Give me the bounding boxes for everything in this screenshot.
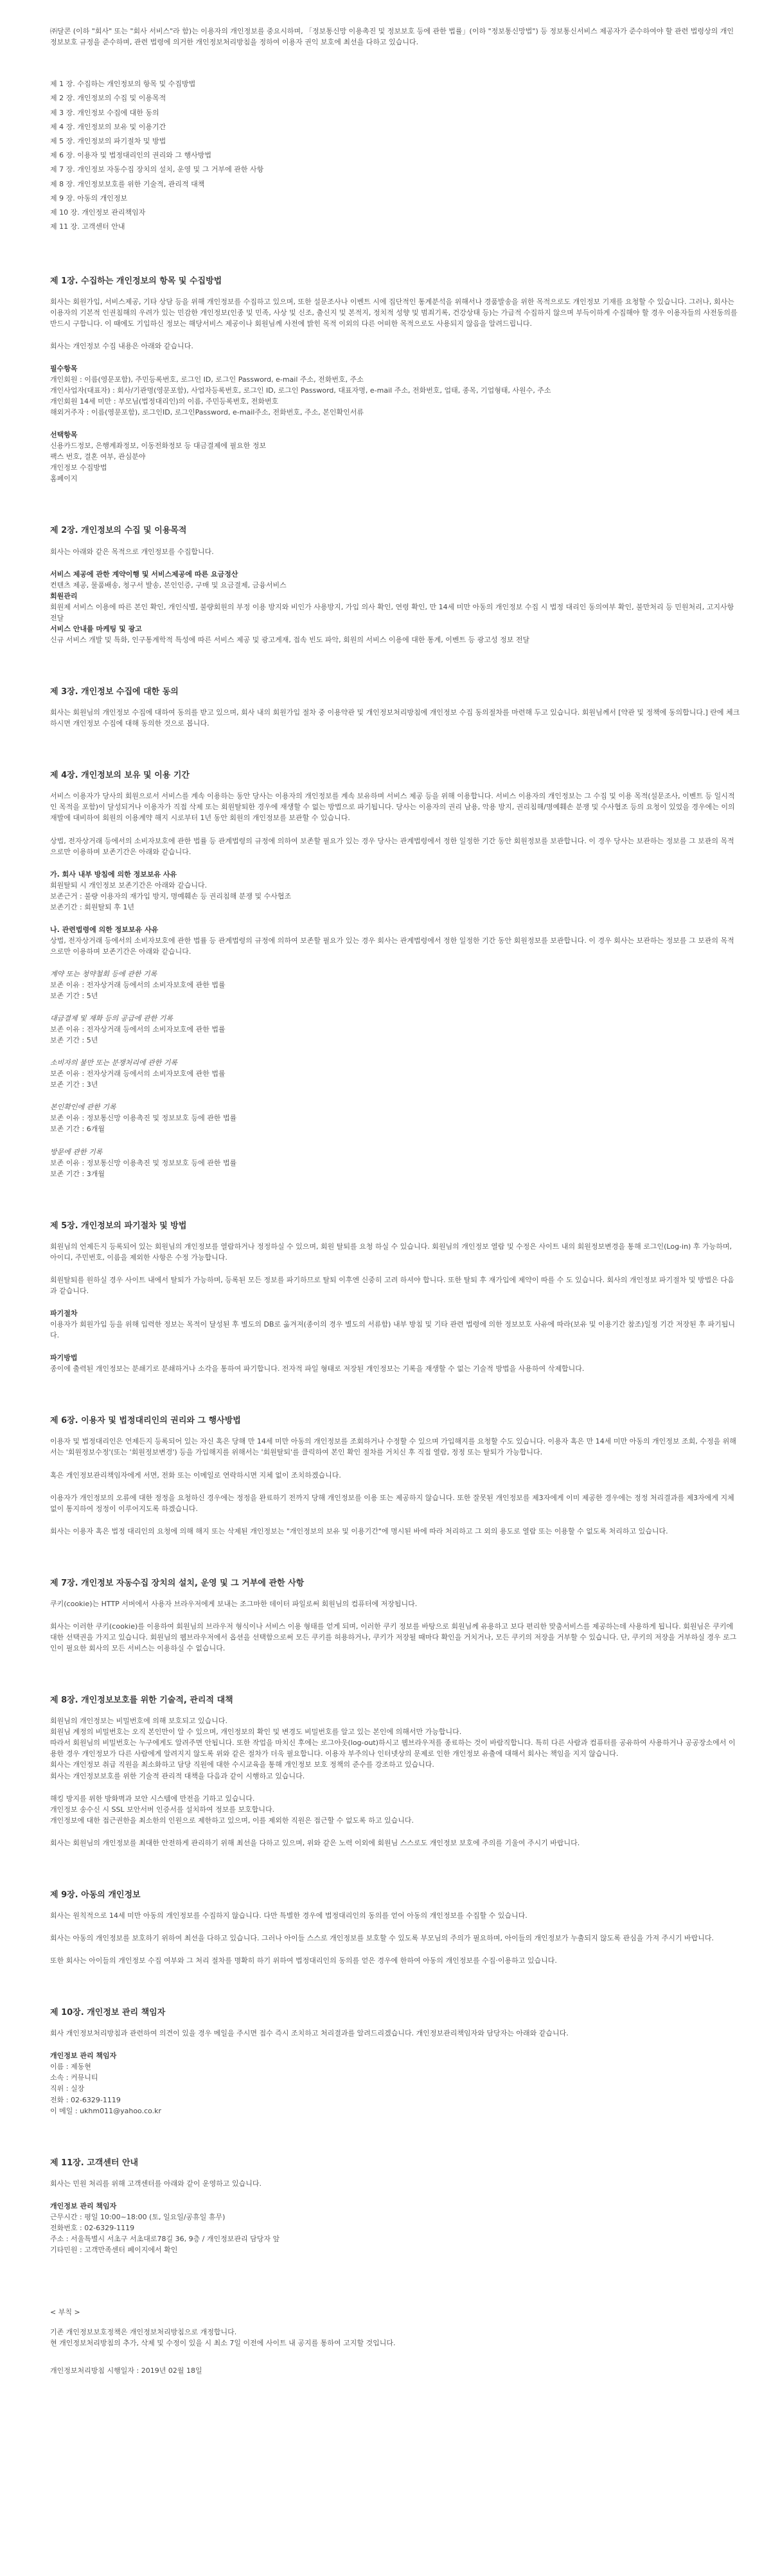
paragraph-line: 회사는 원칙적으로 14세 미만 아동의 개인정보를 수집하지 않습니다. 다만 특별한 경우에 법정대리인의 동의를 얻어 아동의 개인정보를 수집할 수 있습니다. <box>50 1911 527 1920</box>
article-block <box>50 569 741 645</box>
table-of-contents <box>50 77 745 234</box>
paragraph-line: 팩스 번호, 결혼 여부, 관심분야 <box>50 452 146 461</box>
effective-date: 개인정보처리방침 시행일자 : 2019년 02월 18일 <box>50 2366 202 2375</box>
subheading: 개인정보 관리 책임자 <box>50 2052 117 2061</box>
article-block <box>50 1598 741 1609</box>
subheading: 서비스 제공에 관한 계약이행 및 서비스제공에 따른 요금정산 <box>50 569 238 578</box>
article-title: 제 4장. 개인정보의 보유 및 이용 기간 <box>50 771 190 781</box>
annex-line: 기존 개인정보보호정책은 개인정보처리방침으로 개정합니다. <box>50 2328 237 2337</box>
subheading: 회원관리 <box>50 591 78 600</box>
article-block <box>50 546 741 557</box>
article-2 <box>50 525 745 645</box>
toc-item <box>50 148 745 163</box>
paragraph-line: 기타민원 : 고객만족센터 페이지에서 확인 <box>50 2246 178 2255</box>
article-10 <box>50 2007 745 2116</box>
article-block <box>50 1621 741 1654</box>
article-5 <box>50 1221 745 1375</box>
paragraph-line: 개인정보 수집방법 <box>50 463 107 472</box>
article-9 <box>50 1890 745 1966</box>
paragraph-line: 회사 개인정보처리방침과 관련하여 의견이 있을 경우 메일을 주시면 접수 즉시 조치하고 처리결과를 알려드리겠습니다. 개인정보관리책임자와 담당자는 아래와 같습니다. <box>50 2029 569 2038</box>
paragraph-line: 회원님의 개인정보는 비밀번호에 의해 보호되고 있습니다. <box>50 1717 228 1726</box>
annex-line: 현 개인정보처리방침의 추가, 삭제 및 수정이 있을 시 최소 7일 이전에 사이트 내 공지를 통하여 고지할 것입니다. <box>50 2339 396 2348</box>
paragraph-line: 개인회원 : 이름(영문포함), 주민등록번호, 로그인 ID, 로그인 Password, e-mail 주소, 전화번호, 주소 <box>50 375 364 384</box>
article-title: 제 6장. 이용자 및 법정대리인의 권리와 그 행사방법 <box>50 1416 241 1426</box>
paragraph-line: 종이에 출력된 개인정보는 분쇄기로 분쇄하거나 소각을 통하여 파기합니다. 전자적 파일 형태로 저장된 개인정보는 기록을 재생할 수 없는 기술적 방법을 사용하여 삭제합니다. <box>50 1364 585 1373</box>
toc-item <box>50 120 745 134</box>
toc-link-8[interactable]: 제 8 장. 개인정보보호를 위한 기술적, 관리적 대책 <box>50 179 205 188</box>
paragraph-line: 보존 기간 : 5년 <box>50 1036 98 1045</box>
article-block <box>50 1955 741 1966</box>
paragraph-line: 회사는 이용자 혹은 법정 대리인의 요청에 의해 해지 또는 삭제된 개인정보는 "개인정보의 보유 및 이용기간"에 명시된 바에 따라 처리하고 그 외의 용도로 열람 또는 이용할 수 없도록 처리하고 있습니다. <box>50 1526 668 1535</box>
intro-paragraph: ㈜달콘 (이하 "회사" 또는 "회사 서비스"라 함)는 이용자의 개인정보를 중요시하며, 「정보통신망 이용촉진 및 정보보호 등에 관한 법률」(이하 "정보통신망법") 등 정보통신서비스 제공자가 준수하여야 할 관련 법령상의 개인정보보호 규정을 준수하며, 관련 법령에 의거한 개인정보처리방침을 정하여 이용자 권익 보호에 최선을 다하고 있습니다. <box>50 27 734 47</box>
article-block <box>50 1057 741 1090</box>
article-title: 제 11장. 고객센터 안내 <box>50 2158 139 2168</box>
paragraph-line: 전화 : 02-6329-1119 <box>50 2095 121 2104</box>
article-title: 제 1장. 수집하는 개인정보의 항목 및 수집방법 <box>50 276 222 286</box>
article-block <box>50 341 741 352</box>
toc-link-2[interactable]: 제 2 장. 개인정보의 수집 및 이용목적 <box>50 94 166 103</box>
toc-item <box>50 77 745 91</box>
paragraph-line: 근무시간 : 평일 10:00~18:00 (토, 일요일/공휴일 휴무) <box>50 2212 226 2221</box>
paragraph-line: 회원제 서비스 이용에 따른 본인 확인, 개인식별, 불량회원의 부정 이용 방지와 비인가 사용방지, 가입 의사 확인, 연령 확인, 만 14세 미만 아동의 개인정보 수집 시 법정 대리인 동의여부 확인, 불만처리 등 민원처리, 고지사항 전달 <box>50 602 734 622</box>
article-block <box>50 1838 741 1848</box>
paragraph-line: 홈페이지 <box>50 474 78 483</box>
subheading: 필수항목 <box>50 364 78 373</box>
article-block <box>50 1275 741 1296</box>
article-block <box>50 791 741 823</box>
subheading: 나. 관련법령에 의한 정보보유 사유 <box>50 925 159 934</box>
paragraph-line: 전화번호 : 02-6329-1119 <box>50 2223 135 2232</box>
article-block <box>50 1102 741 1134</box>
paragraph-line: 이름 : 제동현 <box>50 2062 91 2071</box>
annex-section <box>50 2307 745 2376</box>
subheading: 서비스 안내를 마케팅 및 광고 <box>50 624 142 633</box>
article-title: 제 9장. 아동의 개인정보 <box>50 1890 141 1900</box>
paragraph-line: 보존 이유 : 전자상거래 등에서의 소비자보호에 관한 법률 <box>50 1025 226 1034</box>
article-block <box>50 1241 741 1263</box>
article-title: 제 8장. 개인정보보호를 위한 기술적, 관리적 대책 <box>50 1695 233 1706</box>
article-8 <box>50 1695 745 1848</box>
record-type: 계약 또는 청약철회 등에 관한 기록 <box>50 969 157 978</box>
article-block <box>50 836 741 857</box>
article-title: 제 5장. 개인정보의 파기절차 및 방법 <box>50 1221 187 1231</box>
article-block <box>50 869 741 913</box>
article-block <box>50 1147 741 1179</box>
article-7 <box>50 1578 745 1654</box>
record-type: 방문에 관한 기록 <box>50 1147 103 1156</box>
article-block <box>50 2028 741 2039</box>
paragraph-line: 컨텐츠 제공, 물품배송, 청구서 발송, 본인인증, 구매 및 요금결제, 금융서비스 <box>50 580 287 589</box>
paragraph-line: 보존 기간 : 6개월 <box>50 1125 105 1134</box>
articles-container <box>50 276 745 2256</box>
article-title: 제 7장. 개인정보 자동수집 장치의 설치, 운영 및 그 거부에 관한 사항 <box>50 1578 305 1588</box>
article-block <box>50 1910 741 1921</box>
article-block <box>50 1492 741 1514</box>
paragraph-line: 회사는 이러한 쿠키(cookie)를 이용하여 회원님의 브라우저 형식이나 서비스 이용 형태를 얻게 되며, 이러한 쿠키 정보를 바탕으로 회원님께 유용하고 보다 편리한 맞춤서비스를 제공하는데 사용하게 됩니다. 회원님은 쿠키에 대한 선택권을 가지고 있습니다. 회원님의 웹브라우저에서 옵션을 선택함으로써 모든 쿠키를 허용하거나, 쿠키가 저장될 때마다 확인을 거치거나, 모든 쿠키의 저장을 거부할 수 있습니다. 단, 쿠키의 저장을 거부하실 경우 로그인이 필요한 회사의 모든 서비스는 이용하실 수 없습니다. <box>50 1622 737 1653</box>
paragraph-line: 회사는 회원님의 개인정보 수집에 대하여 동의를 받고 있으며, 회사 내의 회원가입 절차 중 이용약관 및 개인정보처리방침에 개인정보 수집 동의절차를 마련해 두고 있습니다. 회원님께서 [약관 및 정책에 동의합니다.] 란에 체크하시면 개인정보 수집에 대해 동의한 것으로 봅니다. <box>50 708 740 728</box>
article-block <box>50 2050 741 2116</box>
paragraph-line: 혹은 개인정보관리책임자에게 서면, 전화 또는 이메일로 연락하시면 지체 없이 조치하겠습니다. <box>50 1471 341 1480</box>
paragraph-line: 회사는 개인정보 수집 내용은 아래와 같습니다. <box>50 341 193 350</box>
article-1 <box>50 276 745 485</box>
paragraph-line: 신용카드정보, 은행계좌정보, 이동전화정보 등 대금결제에 필요한 정보 <box>50 442 267 451</box>
subheading: 개인정보 관리 책임자 <box>50 2201 117 2210</box>
article-block <box>50 1308 741 1341</box>
paragraph-line: 서비스 이용자가 당사의 회원으로서 서비스를 계속 이용하는 동안 당사는 이용자의 개인정보를 계속 보유하며 서비스 제공 등을 위해 이용합니다. 서비스 이용자의 개인정보는 그 수집 및 이용 목적(설문조사, 이벤트 등 일시적인 목적을 포함)이 달성되거나 이용자가 직접 삭제 또는 회원탈퇴한 경우에 재생할 수 없는 방법으로 파기됩니다. 당사는 이용자의 권리 남용, 악용 방지, 권리침해/명예훼손 분쟁 및 수사협조 등의 요청이 있었을 경우에는 이의 재발에 대비하여 회원의 이용계약 해지 시로부터 1년 동안 회원의 개인정보를 보관할 수 있습니다. <box>50 792 735 823</box>
article-block <box>50 924 741 957</box>
toc-link-6[interactable]: 제 6 장. 이용자 및 법정대리인의 권리와 그 행사방법 <box>50 151 211 160</box>
paragraph-line: 상법, 전자상거래 등에서의 소비자보호에 관한 법률 등 관계법령의 규정에 의하여 보존할 필요가 있는 경우 당사는 관계법령에서 정한 일정한 기간 동안 회원정보를 보관합니다. 이 경우 당사는 보관하는 정보를 그 보관의 목적으로만 이용하며 보존기간은 아래와 같습니다. <box>50 836 734 856</box>
paragraph-line: 보존 이유 : 전자상거래 등에서의 소비자보호에 관한 법률 <box>50 980 226 989</box>
toc-item <box>50 192 745 206</box>
paragraph-line: 이용자가 회원가입 등을 위해 입력한 정보는 목적이 달성된 후 별도의 DB로 옮겨져(종이의 경우 별도의 서류함) 내부 방침 및 기타 관련 법령에 의한 정보보호 사유에 따라(보유 및 이용기간 참조)일정 기간 저장된 후 파기됩니다. <box>50 1320 736 1340</box>
subheading: 파기방법 <box>50 1354 78 1363</box>
article-11 <box>50 2158 745 2255</box>
paragraph-line: 신규 서비스 개발 및 특화, 인구통계학적 특성에 따른 서비스 제공 및 광고게재, 접속 빈도 파악, 회원의 서비스 이용에 대한 통계, 이벤트 등 광고성 정보 전달 <box>50 635 530 644</box>
paragraph-line: 보존기간 : 회원탈퇴 후 1년 <box>50 902 134 911</box>
annex-title: < 부칙 > <box>50 2308 80 2317</box>
article-block <box>50 1526 741 1537</box>
article-title: 제 3장. 개인정보 수집에 대한 동의 <box>50 686 179 697</box>
paragraph-line: 회사는 회원가입, 서비스제공, 기타 상담 등을 위해 개인정보를 수집하고 있으며, 또한 설문조사나 이벤트 시에 집단적인 통계분석을 위해서나 경품발송을 위한 목적으로도 개인정보 기재를 요청할 수 있습니다. 그러나, 회사는 이용자의 기본적 인권침해의 우려가 있는 민감한 개인정보(인종 및 민족, 사상 및 신조, 출신지 및 본적지, 정치적 성향 및 범죄기록, 건강상태 등)는 가급적 수집하지 않으며 부득이하게 수집해야 할 경우 이용자들의 사전동의를 반드시 구합니다. 이 때에도 기입하신 정보는 해당서비스 제공이나 회원님께 사전에 밝힌 목적 이외의 다른 어떠한 목적으로도 사용되지 않음을 알려드립니다. <box>50 297 738 328</box>
article-block <box>50 2201 741 2255</box>
annex-lines <box>50 2327 745 2348</box>
paragraph-line: 회사는 민원 처리를 위해 고객센터를 아래와 같이 운영하고 있습니다. <box>50 2179 261 2188</box>
toc-item <box>50 220 745 234</box>
paragraph-line: 상법, 전자상거래 등에서의 소비자보호에 관한 법률 등 관계법령의 규정에 의하여 보존할 필요가 있는 경우 회사는 관계법령에서 정한 일정한 기간 동안 회원정보를 보관합니다. 이 경우 회사는 보관하는 정보를 그 보관의 목적으로만 이용하며 보존기간은 아래와 같습니다. <box>50 936 734 956</box>
paragraph-line: 개인회원 14세 미만 : 부모님(법정대리인)의 이름, 주민등록번호, 전화번호 <box>50 397 279 406</box>
article-block <box>50 2178 741 2189</box>
record-type: 본인확인에 관한 기록 <box>50 1103 116 1112</box>
paragraph-line: 따라서 회원님의 비밀번호는 누구에게도 알려주면 안됩니다. 또한 작업을 마치신 후에는 로그아웃(log-out)하시고 웹브라우저를 종료하는 것이 바람직합니다. 특히 다른 사람과 컴퓨터를 공유하여 사용하거나 공공장소에서 이용한 경우 개인정보가 다른 사람에게 알려지지 않도록 위와 같은 절차가 더욱 필요합니다. 이용자 부주의나 인터넷상의 문제로 인한 개인정보 유출에 대해서 회사는 책임을 지지 않습니다. <box>50 1739 736 1758</box>
paragraph-line: 보존 기간 : 5년 <box>50 992 98 1001</box>
article-6 <box>50 1415 745 1536</box>
paragraph-line: 주소 : 서울특별시 서초구 서초대로78길 36, 9층 / 개인정보관리 담당자 앞 <box>50 2234 280 2243</box>
paragraph-line: 이 메일 : ukhm011@yahoo.co.kr <box>50 2106 162 2115</box>
paragraph-line: 개인정보에 대한 접근권한을 최소한의 인원으로 제한하고 있으며, 이를 제외한 직원은 접근할 수 없도록 하고 있습니다. <box>50 1816 414 1825</box>
paragraph-line: 개인정보 송수신 시 SSL 보안서버 인증서를 설치하여 정보를 보호합니다. <box>50 1805 275 1814</box>
subheading: 선택항목 <box>50 431 78 440</box>
toc-link-5[interactable]: 제 5 장. 개인정보의 파기절차 및 방법 <box>50 136 166 145</box>
article-title: 제 2장. 개인정보의 수집 및 이용목적 <box>50 526 187 536</box>
paragraph-line: 쿠키(cookie)는 HTTP 서버에서 사용자 브라우저에게 보내는 조그마한 데이터 파일로써 회원님의 컴퓨터에 저장됩니다. <box>50 1599 418 1608</box>
record-type: 소비자의 불만 또는 분쟁처리에 관한 기록 <box>50 1059 178 1068</box>
paragraph-line: 회사는 개인정보 취급 직원을 최소화하고 담당 직원에 대한 수시교육을 통해 개인정보 보호 정책의 준수를 강조하고 있습니다. <box>50 1760 434 1769</box>
article-block <box>50 1470 741 1481</box>
toc-link-9[interactable]: 제 9 장. 아동의 개인정보 <box>50 193 128 202</box>
paragraph-line: 보존 이유 : 전자상거래 등에서의 소비자보호에 관한 법률 <box>50 1069 226 1078</box>
article-block <box>50 707 741 729</box>
article-block <box>50 969 741 1001</box>
article-block <box>50 429 741 484</box>
article-block <box>50 296 741 329</box>
paragraph-line: 보존 이유 : 정보통신망 이용촉진 및 정보보호 등에 관한 법률 <box>50 1114 237 1123</box>
paragraph-line: 해킹 방지를 위한 방화벽과 보안 시스템에 만전을 기하고 있습니다. <box>50 1794 255 1803</box>
toc-item <box>50 163 745 177</box>
paragraph-line: 회사는 회원님의 개인정보를 최대한 안전하게 관리하기 위해 최선을 다하고 있으며, 위와 같은 노력 이외에 회원님 스스로도 개인정보 보호에 주의를 기울여 주시기 바랍니다. <box>50 1838 580 1847</box>
article-block <box>50 363 741 418</box>
toc-item <box>50 91 745 105</box>
article-block <box>50 1715 741 1781</box>
paragraph-line: 직위 : 실장 <box>50 2084 85 2093</box>
toc-link-10[interactable]: 제 10 장. 개인정보 관리책임자 <box>50 208 146 217</box>
toc-item <box>50 106 745 120</box>
toc-link-11[interactable]: 제 11 장. 고객센터 안내 <box>50 222 125 231</box>
paragraph-line: 회원탈퇴를 원하실 경우 사이트 내에서 탈퇴가 가능하며, 등록된 모든 정보를 파기하므로 탈퇴 이후엔 신중히 고려 하셔야 합니다. 또한 탈퇴 후 재가입에 제약이 따를 수 도 있습니다. 회사의 개인정보 파기절차 및 방법은 다음과 같습니다. <box>50 1275 734 1295</box>
paragraph-line: 이용자 및 법정대리인은 언제든지 등록되어 있는 자신 혹은 당해 만 14세 미만 아동의 개인정보를 조회하거나 수정할 수 있으며 가입해지를 요청할 수도 있습니다. 이용자 혹은 만 14세 미만 아동의 개인정보 조회, 수정을 위해서는 '회원정보수정'(또는 '회원정보변경') 등을 가입해지를 위해서는 '회원탈퇴'를 클릭하여 본인 확인 절차를 거치신 후 직접 열람, 정정 또는 탈퇴가 가능합니다. <box>50 1437 736 1457</box>
toc-link-7[interactable]: 제 7 장. 개인정보 자동수집 장치의 설치, 운영 및 그 거부에 관한 사항 <box>50 165 264 174</box>
paragraph-line: 회원님 계정의 비밀번호는 오직 본인만이 알 수 있으며, 개인정보의 확인 및 변경도 비밀번호를 알고 있는 본인에 의해서만 가능합니다. <box>50 1728 462 1737</box>
record-type: 대금결제 및 재화 등의 공급에 관한 기록 <box>50 1014 173 1023</box>
article-4 <box>50 770 745 1179</box>
article-block <box>50 1436 741 1458</box>
paragraph-line: 회원탈퇴 시 개인정보 보존기간은 아래와 같습니다. <box>50 881 208 890</box>
paragraph-line: 소속 : 커뮤니티 <box>50 2073 98 2082</box>
paragraph-line: 개인사업자(대표자) : 회사/기관명(영문포함), 사업자등록번호, 로그인 ID, 로그인 Password, 대표자명, e-mail 주소, 전화번호, 업태, 종목, 기업형태, 사원수, 주소 <box>50 386 551 395</box>
article-block <box>50 1013 741 1046</box>
paragraph-line: 이용자가 개인정보의 오류에 대한 정정을 요청하신 경우에는 정정을 완료하기 전까지 당해 개인정보를 이용 또는 제공하지 않습니다. 또한 잘못된 개인정보를 제3자에게 이미 제공한 경우에는 정정 처리결과를 제3자에게 지체 없이 통지하여 정정이 이루어지도록 하겠습니다. <box>50 1493 734 1513</box>
paragraph-line: 보존근거 : 불량 이용자의 재가입 방지, 명예훼손 등 권리침해 분쟁 및 수사협조 <box>50 891 292 900</box>
subheading: 가. 회사 내부 방침에 의한 정보보유 사유 <box>50 870 177 879</box>
toc-link-3[interactable]: 제 3 장. 개인정보 수집에 대한 동의 <box>50 108 159 117</box>
paragraph-line: 보존 기간 : 3년 <box>50 1080 98 1089</box>
subheading: 파기절차 <box>50 1309 78 1318</box>
paragraph-line: 회사는 아래와 같은 목적으로 개인정보를 수집합니다. <box>50 547 214 556</box>
article-block <box>50 1352 741 1374</box>
article-title: 제 10장. 개인정보 관리 책임자 <box>50 2008 166 2018</box>
paragraph-line: 해외거주자 : 이름(영문포함), 로그인ID, 로그인Password, e-mail주소, 전화번호, 주소, 본인확인서류 <box>50 408 364 417</box>
toc-link-4[interactable]: 제 4 장. 개인정보의 보유 및 이용기간 <box>50 122 166 131</box>
toc-item <box>50 206 745 220</box>
toc-link-1[interactable]: 제 1 장. 수집하는 개인정보의 항목 및 수집방법 <box>50 80 196 89</box>
paragraph-line: 회사는 아동의 개인정보를 보호하기 위하여 최선을 다하고 있습니다. 그러나 아이들 스스로 개인정보를 보호할 수 있도록 부모님의 주의가 필요하며, 아이들의 개인정보가 누출되지 않도록 관심을 가져 주시기 바랍니다. <box>50 1933 714 1942</box>
paragraph-line: 보존 기간 : 3개월 <box>50 1169 105 1178</box>
toc-item <box>50 177 745 192</box>
toc-item <box>50 134 745 148</box>
paragraph-line: 또한 회사는 아이들의 개인정보 수집 여부와 그 처리 절차를 명확히 하기 위하여 법정대리인의 동의를 얻은 경우에 한하여 아동의 개인정보를 수집·이용하고 있습니다. <box>50 1956 557 1965</box>
paragraph-line: 회원님의 언제든지 등록되어 있는 회원님의 개인정보를 열람하거나 정정하실 수 있으며, 회원 탈퇴를 요청 하실 수 있습니다. 회원님의 개인정보 열람 및 수정은 사이트 내의 회원정보변경을 통해 로그인(Log-in) 후 가능하며, 아이디, 주민번호, 이름을 제외한 사항은 수정 가능합니다. <box>50 1242 732 1262</box>
article-block <box>50 1933 741 1944</box>
article-block <box>50 1793 741 1826</box>
paragraph-line: 보존 이유 : 정보통신망 이용촉진 및 정보보호 등에 관한 법률 <box>50 1158 237 1167</box>
article-3 <box>50 686 745 729</box>
paragraph-line: 회사는 개인정보보호를 위한 기술적 관리적 대책을 다음과 같이 시행하고 있습니다. <box>50 1771 305 1780</box>
